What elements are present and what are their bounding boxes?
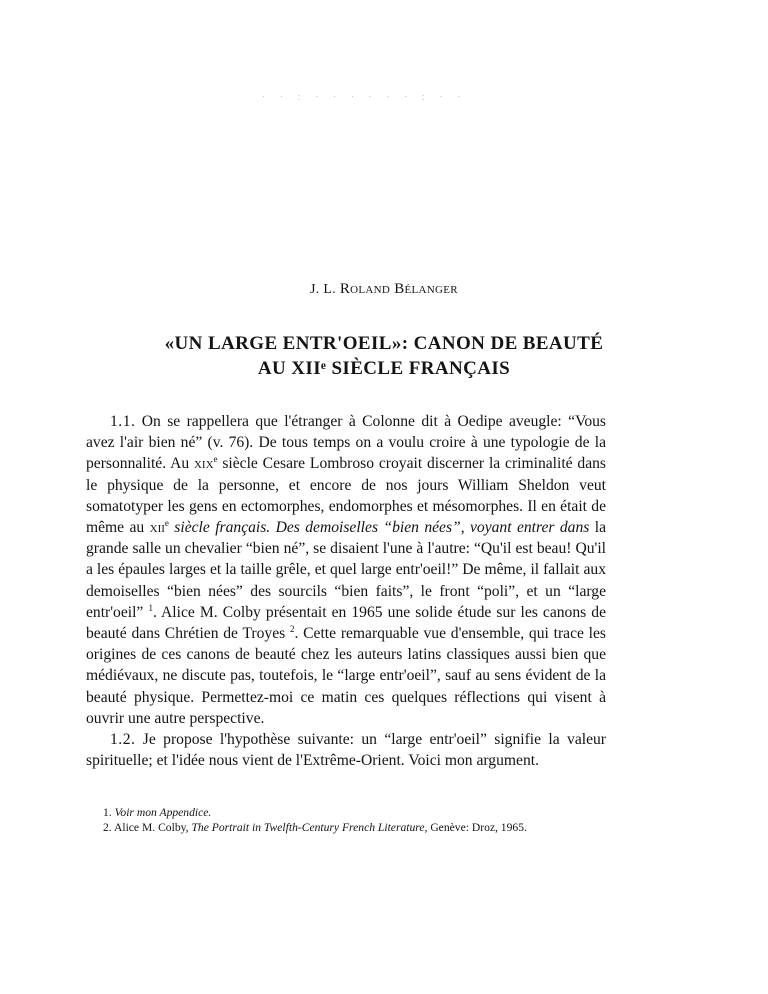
author-initials: J. L.: [310, 282, 340, 297]
text-run: Je propose l'hypothèse suivante: un “large entr'oeil” signifie la valeur spirituelle; et l'idée nous vient de l'Extrême-Orient. Voici mon argument.: [86, 731, 606, 770]
footnote-publisher: , Genève: Droz, 1965.: [424, 821, 527, 834]
century-numeral: xii: [149, 519, 165, 537]
article-title: [96, 331, 672, 381]
footnote-ref-2[interactable]: 2: [289, 623, 295, 634]
italic-text: siècle français. Des demoiselles “bien nées”, voyant entrer dans: [168, 519, 590, 537]
footnotes: [86, 805, 606, 835]
text-run: la grande salle un chevalier “bien né”, se disaient l'une à l'autre: “Qu'il est beau! Qu'il a les épaules larges et la taille grêle, et quel large entr'oeil!” De même, il fallait aux demoiselles “bien nées” des sourcils “bien faits”, le front “poli”, et un “large entr'oeil”: [86, 519, 607, 621]
article-body: [86, 411, 606, 771]
footnote-book-title: The Portrait in Twelfth-Century French Literature: [191, 821, 425, 834]
paragraph-1-2: [86, 729, 606, 771]
footnote-number: 1.: [103, 806, 112, 819]
section-number: 1.2.: [110, 731, 136, 749]
footnote-author: Alice M. Colby,: [113, 821, 192, 834]
superscript: e: [213, 454, 218, 465]
scan-noise: · · : · · · · · · : · ·: [262, 92, 467, 103]
footnote-number: 2.: [103, 821, 112, 834]
text-run: siècle Cesare Lombroso croyait discerner la criminalité dans le physique de la personne, et encore de nos jours William Sheldon veut somatotyper les gens en ectomorphes, endomorphes et mésomorphes. Il en était de même au: [86, 455, 606, 537]
author-line: [0, 281, 768, 298]
paragraph-1-1: [86, 411, 606, 729]
footnote-text: Voir mon Appendice.: [114, 806, 212, 819]
footnote-1: [86, 805, 606, 820]
text-run: On se rappellera que l'étranger à Colonne dit à Oedipe aveugle: “Vous avez l'air bien né” (v. 76). De tous temps on a voulu croire à une typologie de la personnalité. Au: [86, 413, 606, 473]
footnote-2: [86, 820, 606, 835]
superscript: e: [164, 517, 169, 528]
title-line-2: AU XIIᵉ SIÈCLE FRANÇAIS: [257, 358, 511, 379]
section-number: 1.1.: [110, 413, 136, 430]
footnote-ref-1[interactable]: 1: [148, 602, 153, 613]
century-numeral: xix: [193, 455, 214, 473]
title-line-1: «UN LARGE ENTR'OEIL»: CANON DE BEAUTÉ: [164, 333, 604, 354]
author-name: Roland Bélanger: [339, 281, 458, 297]
text-run: . Cette remarquable vue d'ensemble, qui trace les origines de ces canons de beauté chez les auteurs latins classiques aussi bien que médiévaux, ne discute pas, toutefois, le “large entr'oeil”, sauf au sens évident de la beauté physique. Permettez-moi ce matin ces quelques réflections qui visent à ouvrir une autre perspective.: [86, 625, 607, 727]
text-run: . Alice M. Colby présentait en 1965 une solide étude sur les canons de beauté dans Chrétien de Troyes: [86, 603, 606, 643]
